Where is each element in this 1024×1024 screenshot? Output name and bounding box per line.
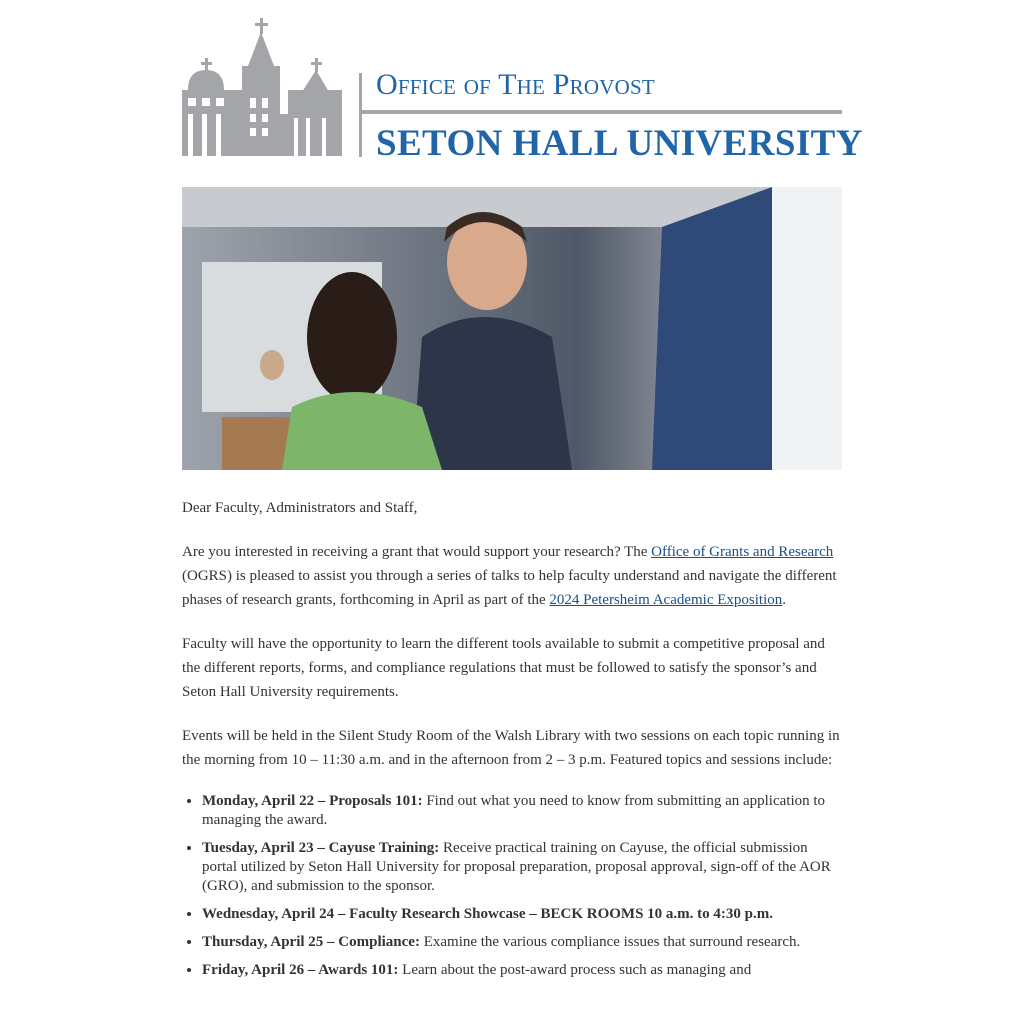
church-icon [182,18,342,160]
greeting: Dear Faculty, Administrators and Staff, [182,500,418,516]
session-title: Monday, April 22 – Proposals 101: [202,793,423,809]
session-title: Thursday, April 25 – Compliance: [202,934,420,950]
logo-rule [360,110,842,114]
hero-photo [182,187,842,470]
ogrs-link[interactable]: Office of Grants and Research [651,544,834,560]
session-item [202,961,842,980]
provost-logo [182,18,863,164]
session-title: Friday, April 26 – Awards 101: [202,962,399,978]
intro-text-end: . [782,592,787,608]
session-item [202,792,842,830]
exposition-link[interactable]: 2024 Petersheim Academic Exposition [549,592,783,608]
session-title: Wednesday, April 24 – Faculty Research Showcase – BECK ROOMS 10 a.m. to 4:30 p.m. [202,906,773,922]
session-desc: Find out what you need to know from submitting an application to managing the award. [202,793,826,828]
session-desc: Examine the various compliance issues that surround research. [419,934,801,950]
intro-text: Are you interested in receiving a grant that would support your research? The [182,544,652,560]
intro-paragraph [182,540,842,612]
session-item [202,905,842,924]
logo-office-text: Office of The Provost [376,68,655,101]
logo-university-text: SETON HALL UNIVERSITY [376,123,863,164]
logo-divider [359,73,362,157]
email-body [182,496,842,989]
session-desc: Learn about the post-award process such as managing and [398,962,752,978]
session-item [202,933,842,952]
intro-text-middle: (OGRS) is pleased to assist you through a series of talks to help faculty understand and navigate the different phases of research grants, forthcoming in April as part of the [182,568,837,608]
session-desc: Receive practical training on Cayuse, the official submission portal utilized by Seton Hall University for proposal preparation, proposal approval, sign-off of the AOR (GRO), and submission to the sponsor. [202,840,831,894]
sessions-list [182,792,842,980]
events-paragraph: Events will be held in the Silent Study Room of the Walsh Library with two sessions on each topic running in the morning from 10 – 11:30 a.m. and in the afternoon from 2 – 3 p.m. Featured topics and sessions include: [182,728,840,768]
session-title: Tuesday, April 23 – Cayuse Training: [202,840,440,856]
session-item [202,839,842,896]
tools-paragraph: Faculty will have the opportunity to learn the different tools available to submit a competitive proposal and the different reports, forms, and compliance regulations that must be followed to satisfy the sponsor’s and Seton Hall University requirements. [182,636,825,700]
